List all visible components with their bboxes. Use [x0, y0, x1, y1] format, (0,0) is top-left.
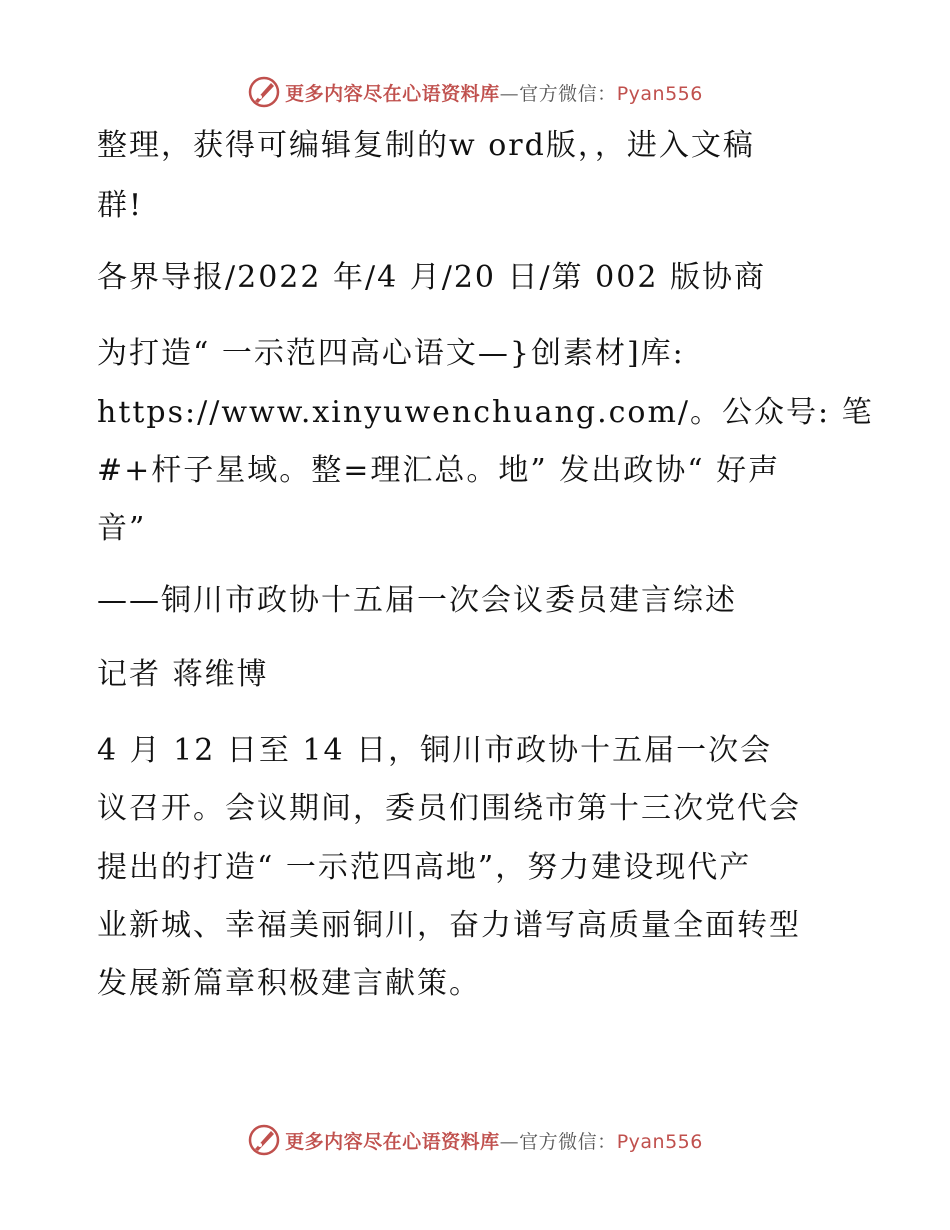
banner-dash: — [499, 82, 520, 105]
quill-logo-icon [247, 75, 281, 109]
body-line: 为打造“ 一示范四高心语文—}创素材]库: [97, 336, 685, 371]
footer-banner-text [285, 1127, 703, 1154]
body-line: 记者 蒋维博 [97, 657, 269, 692]
body-line: https://www.xinyuwenchuang.com/。公众号: 笔 [97, 395, 874, 430]
banner-wechat-id: Pyan556 [616, 82, 703, 105]
header-banner [0, 72, 950, 112]
body-line: 提出的打造“ 一示范四高地”，努力建设现代产 [97, 850, 752, 885]
body-line: 整理，获得可编辑复制的w ord版，，进入文稿 [97, 128, 755, 163]
body-line: 4 月 12 日至 14 日，铜川市政协十五届一次会 [97, 733, 773, 768]
body-line: 业新城、幸福美丽铜川，奋力谱写高质量全面转型 [97, 908, 801, 943]
body-line: 音” [97, 511, 147, 546]
banner-dash: — [499, 1130, 520, 1153]
body-line: 议召开。会议期间，委员们围绕市第十三次党代会 [97, 791, 801, 826]
banner-wechat-label: 官方微信： [519, 1130, 617, 1153]
body-line: #+杆子星域。整=理汇总。地” 发出政协“ 好声 [97, 453, 781, 488]
banner-wechat-label: 官方微信： [519, 82, 617, 105]
header-banner-text [285, 79, 703, 106]
banner-main-text: 更多内容尽在心语资料库 [285, 1130, 500, 1153]
body-line: 发展新篇章积极建言献策。 [97, 966, 481, 1001]
body-line: 群! [97, 188, 144, 223]
body-line: 各界导报/2022 年/4 月/20 日/第 002 版协商 [97, 260, 766, 295]
body-line: ——铜川市政协十五届一次会议委员建言综述 [97, 583, 737, 618]
quill-logo-icon [247, 1123, 281, 1157]
footer-banner [0, 1120, 950, 1160]
banner-wechat-id: Pyan556 [616, 1130, 703, 1153]
banner-main-text: 更多内容尽在心语资料库 [285, 82, 500, 105]
